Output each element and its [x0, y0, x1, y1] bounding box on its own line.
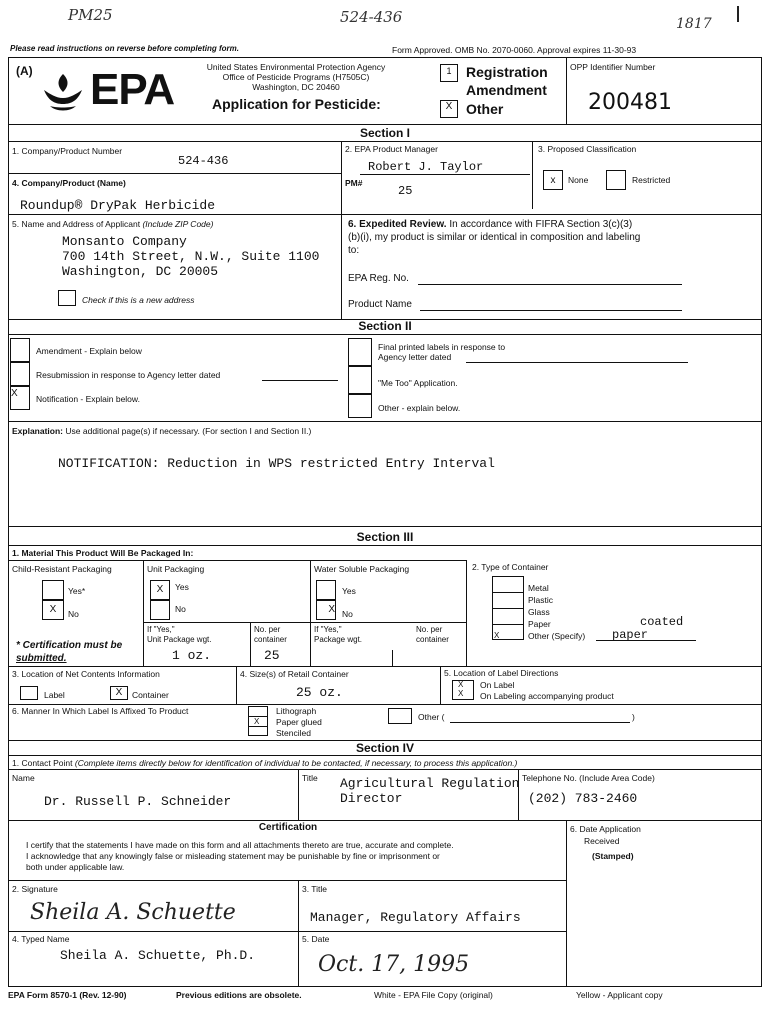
option-registration: Registration	[466, 64, 548, 80]
explanation-text[interactable]: NOTIFICATION: Reduction in WPS restricted Entry Interval	[58, 456, 495, 471]
section-4-title: Section IV	[355, 741, 414, 755]
pm-name[interactable]: Robert J. Taylor	[368, 160, 484, 174]
omb-approval: Form Approved. OMB No. 2070-0060. Approval expires 11-30-93	[392, 45, 637, 55]
other-checkbox[interactable]: X	[440, 100, 458, 118]
wsp-ifyes: If "Yes,"	[314, 625, 342, 634]
container-spec-2[interactable]: paper	[612, 628, 649, 642]
metoo-label: "Me Too" Application.	[378, 378, 458, 388]
application-title: Application for Pesticide:	[212, 96, 381, 112]
product-name[interactable]: Roundup® DryPak Herbicide	[20, 198, 216, 213]
directions-mark-2: X	[458, 689, 464, 698]
applicant-label	[12, 219, 213, 229]
affixed-label: 6. Manner In Which Label Is Affixed To Product	[12, 706, 189, 716]
directions-mark-1: X	[458, 680, 464, 689]
contact-name[interactable]: Dr. Russell P. Schneider	[44, 794, 232, 809]
wsp-yes-checkbox[interactable]	[316, 580, 336, 600]
wsp-label: Water Soluble Packaging	[314, 564, 410, 574]
form-number: EPA Form 8570-1 (Rev. 12-90)	[8, 990, 127, 1000]
certification-text-1: I certify that the statements I have made on this form and all attachments thereto are true, accurate and complete.	[26, 840, 454, 850]
registration-checkbox[interactable]: 1	[440, 64, 458, 82]
wsp-wgt-label: Package wgt.	[314, 635, 363, 644]
expedited-text-2: (b)(i), my product is similar or identical in composition and labeling	[348, 232, 641, 243]
net-contents-label: 3. Location of Net Contents Information	[12, 669, 160, 679]
contact-title-1[interactable]: Agricultural Regulation	[340, 776, 520, 791]
amendment-checkbox[interactable]	[10, 338, 30, 362]
contact-name-label: Name	[12, 773, 35, 783]
date-received-label-1: 6. Date Application	[570, 824, 641, 834]
class-none-label: None	[568, 175, 589, 185]
handwritten-note: PM25	[68, 6, 113, 24]
affixed-paper-glued: Paper glued	[276, 717, 322, 727]
crp-yes-checkbox[interactable]	[42, 580, 64, 600]
company-number[interactable]: 524-436	[178, 154, 229, 168]
epa-flower-icon	[40, 70, 86, 114]
wsp-no-per-label: No. per	[416, 625, 443, 634]
expedited-text-3: to:	[348, 245, 360, 256]
class-none-checkbox[interactable]: x	[543, 170, 563, 190]
resubmission-label: Resubmission in response to Agency letter dated	[36, 370, 221, 380]
class-restricted-label: Restricted	[632, 175, 671, 185]
agency-address: Washington, DC 20460	[252, 82, 340, 92]
wsp-container-label: container	[416, 635, 449, 644]
wsp-no-label: No	[342, 609, 353, 619]
signature-label: 2. Signature	[12, 884, 58, 894]
yellow-copy: Yellow - Applicant copy	[576, 990, 663, 1000]
date-label: 5. Date	[302, 934, 330, 944]
contact-title-2[interactable]: Director	[340, 791, 403, 806]
expedited-text-1: In accordance with FIFRA Section 3(c)(3)	[449, 219, 633, 230]
affixed-stenciled: Stenciled	[276, 728, 311, 738]
certification-title: Certification	[258, 822, 318, 833]
contact-hint: (Complete items directly below for identification of individual to be contacted, if necessary, to process this application.)	[74, 758, 518, 768]
unit-packaging-label: Unit Packaging	[147, 564, 205, 574]
unit-wgt-label: Unit Package wgt.	[147, 635, 212, 644]
pm-label: 2. EPA Product Manager	[345, 144, 438, 154]
handwritten-file-number: 524-436	[340, 8, 403, 26]
opp-id-label: OPP Identifier Number	[570, 62, 656, 72]
typed-name[interactable]: Sheila A. Schuette, Ph.D.	[60, 948, 256, 963]
signature-date: Oct. 17, 1995	[318, 952, 470, 977]
net-label-label: Label	[44, 690, 65, 700]
final-labels-label-2: Agency letter dated	[378, 352, 452, 362]
epa-reg-line[interactable]	[418, 284, 682, 285]
certification-note-1: * Certification must be	[16, 640, 123, 651]
container-paper: Paper	[528, 619, 551, 629]
net-container-label: Container	[132, 690, 169, 700]
unit-count[interactable]: 25	[264, 648, 280, 663]
resubmission-checkbox[interactable]	[10, 362, 30, 386]
obsolete-note: Previous editions are obsolete.	[176, 990, 302, 1000]
expedited-review	[348, 218, 754, 257]
date-received-label-3: (Stamped)	[592, 851, 634, 861]
epa-reg-label: EPA Reg. No.	[348, 273, 409, 284]
applicant-street[interactable]: 700 14th Street, N.W., Suite 1100	[62, 249, 320, 264]
container-glass: Glass	[528, 607, 550, 617]
directions-accompanying: On Labeling accompanying product	[480, 691, 614, 701]
unit-ifyes: If "Yes,"	[147, 625, 175, 634]
explanation-header	[12, 426, 311, 436]
unit-no-checkbox[interactable]	[150, 600, 170, 620]
net-container-checkbox[interactable]: X	[110, 686, 128, 700]
part-label: (A)	[16, 64, 33, 78]
affixed-other-close: )	[632, 712, 635, 722]
wsp-no-checkbox[interactable]: X	[316, 600, 336, 620]
notification-checkbox[interactable]: X	[10, 386, 30, 410]
directions-on-label: On Label	[480, 680, 515, 690]
section-1-title: Section I	[359, 126, 410, 140]
affixed-lithograph: Lithograph	[276, 706, 317, 716]
explanation-label: Explanation:	[12, 426, 64, 436]
unit-no-per-label: No. per	[254, 625, 281, 634]
directions-label: 5. Location of Label Directions	[444, 668, 559, 678]
date-received-label-2: Received	[584, 836, 620, 846]
typed-name-label: 4. Typed Name	[12, 934, 70, 944]
other-explain-checkbox[interactable]	[348, 394, 372, 418]
section-3-title: Section III	[356, 530, 414, 544]
agency-office: Office of Pesticide Programs (H7505C)	[222, 72, 370, 82]
applicant-label-text: 5. Name and Address of Applicant	[12, 219, 141, 229]
container-other-mark: X	[494, 631, 500, 640]
container-plastic: Plastic	[528, 595, 554, 605]
company-number-label: 1. Company/Product Number	[12, 146, 123, 156]
unit-no-label: No	[175, 604, 186, 614]
option-amendment: Amendment	[466, 82, 547, 98]
unit-container-label: container	[254, 635, 287, 644]
signer-title-label: 3. Title	[302, 884, 328, 894]
applicant-name[interactable]: Monsanto Company	[62, 234, 187, 249]
certification-text-2: I acknowledge that any knowingly false or misleading statement may be punishable by fine or imprisonment or	[26, 851, 440, 861]
crp-yes-label: Yes*	[68, 586, 86, 596]
telephone[interactable]: (202) 783-2460	[528, 791, 638, 806]
final-labels-label-1: Final printed labels in response to	[378, 342, 506, 352]
signer-title[interactable]: Manager, Regulatory Affairs	[310, 910, 521, 925]
metoo-checkbox[interactable]	[348, 366, 372, 394]
explanation-hint: Use additional page(s) if necessary. (For section I and Section II.)	[65, 426, 312, 436]
white-copy: White - EPA File Copy (original)	[374, 990, 493, 1000]
new-address-label: Check if this is a new address	[82, 295, 195, 305]
container-other: Other (Specify)	[528, 631, 586, 641]
signature: Sheila A. Schuette	[30, 900, 236, 925]
applicant-city[interactable]: Washington, DC 20005	[62, 264, 219, 279]
certification-text-3: both under applicable law.	[26, 862, 125, 872]
section-2-title: Section II	[358, 319, 412, 333]
unit-weight[interactable]: 1 oz.	[172, 648, 212, 663]
applicant-label-hint: (Include ZIP Code)	[142, 219, 214, 229]
class-restricted-checkbox[interactable]	[606, 170, 626, 190]
unit-yes-label: Yes	[175, 582, 189, 592]
container-metal: Metal	[528, 583, 549, 593]
agency-name: United States Environmental Protection Agency	[206, 62, 386, 72]
classification-label: 3. Proposed Classification	[538, 144, 637, 154]
container-type-label: 2. Type of Container	[472, 562, 549, 572]
product-name-line[interactable]	[420, 310, 682, 311]
affixed-other-checkbox[interactable]	[388, 708, 412, 724]
product-name-label: 4. Company/Product (Name)	[12, 178, 126, 188]
pm-number[interactable]: 25	[398, 184, 413, 198]
certification-note-2: submitted.	[16, 653, 67, 664]
other-explain-label: Other - explain below.	[378, 403, 461, 413]
contact-header	[12, 758, 517, 768]
handwritten-page-number: 1817	[676, 16, 712, 32]
epa-logo-text: EPA	[90, 65, 175, 114]
net-label-checkbox[interactable]	[20, 686, 38, 700]
opp-id-number: 200481	[588, 90, 672, 115]
option-other: Other	[466, 101, 504, 117]
amendment-label: Amendment - Explain below	[36, 346, 142, 356]
affixed-other-label: Other (	[418, 712, 445, 722]
container-spec-1[interactable]: coated	[640, 615, 684, 629]
final-labels-checkbox[interactable]	[348, 338, 372, 366]
telephone-label: Telephone No. (Include Area Code)	[522, 773, 655, 783]
new-address-checkbox[interactable]	[58, 290, 76, 306]
pm-number-label: PM#	[345, 178, 363, 188]
crp-no-label: No	[68, 609, 79, 619]
retail-size-label: 4. Size(s) of Retail Container	[240, 669, 349, 679]
product-name-ref-label: Product Name	[348, 299, 412, 310]
crp-label: Child-Resistant Packaging	[12, 564, 112, 574]
crp-no-checkbox[interactable]: X	[42, 600, 64, 620]
packaging-question: 1. Material This Product Will Be Packaged In:	[12, 548, 194, 558]
margin-mark	[737, 6, 739, 22]
contact-title-label: Title	[302, 773, 318, 783]
wsp-yes-label: Yes	[342, 586, 356, 596]
affixed-mark: X	[254, 717, 260, 726]
unit-yes-checkbox[interactable]: X	[150, 580, 170, 600]
contact-label: 1. Contact Point	[12, 758, 73, 768]
retail-size[interactable]: 25 oz.	[296, 685, 343, 700]
expedited-title: 6. Expedited Review.	[348, 219, 447, 230]
instructions: Please read instructions on reverse before completing form.	[10, 44, 239, 53]
notification-label: Notification - Explain below.	[36, 394, 140, 404]
